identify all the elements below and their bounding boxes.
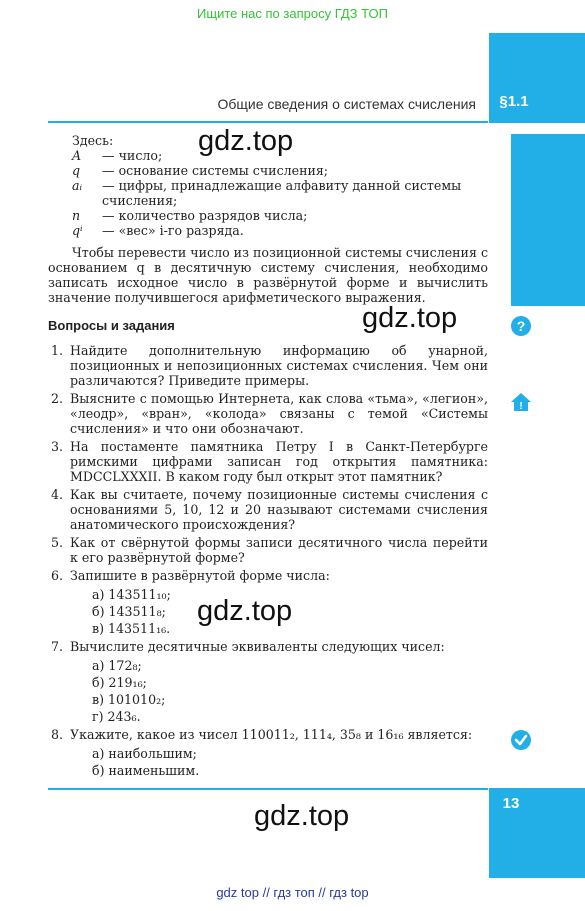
top-banner: Ищите нас по запросу ГДЗ ТОП <box>197 6 388 21</box>
question-item <box>48 727 488 778</box>
question-text: Как от свёрнутой формы записи десятичного числа перейти к его развёрнутой форме? <box>70 535 488 565</box>
question-number: 7. <box>51 639 64 654</box>
sub-item: а) 143511₁₀; <box>92 587 171 602</box>
question-item <box>48 487 488 532</box>
svg-text:?: ? <box>516 318 526 334</box>
checkmark-icon <box>510 729 532 751</box>
question-text: На постаменте памятника Петру I в Санкт-Петербурге римскими цифрами записан год открытия памятника: MDCCLXXXII. В каком году был открыт этот памятник? <box>70 439 488 484</box>
section-number: §1.1 <box>499 93 529 110</box>
sub-item: б) 143511₈; <box>92 604 166 619</box>
sub-item: в) 143511₁₆. <box>92 621 171 636</box>
question-text: Укажите, какое из чисел 110011₂, 111₄, 35₈ и 16₁₆ является: <box>70 727 473 742</box>
bottom-links[interactable]: gdz top // гдз топ // гдз top <box>216 885 369 900</box>
sub-item: в) 101010₂; <box>92 692 166 707</box>
question-text: Вычислите десятичные эквиваленты следующих чисел: <box>70 639 445 654</box>
question-text: Как вы считаете, почему позиционные системы счисления с основаниями 5, 10, 12 и 20 называют системами счисления анатомического происхождения? <box>70 487 488 532</box>
header-divider <box>48 121 488 123</box>
question-number: 2. <box>51 391 64 406</box>
blue-side-tab-middle <box>511 134 585 306</box>
questions-list <box>48 343 488 781</box>
page-number: 13 <box>502 795 520 812</box>
question-number: 3. <box>51 439 64 454</box>
question-text: Запишите в развёрнутой форме числа: <box>70 568 330 583</box>
definition-text: — число; <box>102 148 163 163</box>
question-item <box>48 343 488 388</box>
question-text: Выясните с помощью Интернета, как слова «тьма», «легион», «леодр», «вран», «колода» связаны с темой «Системы счисления» и что они обозначают. <box>70 391 488 436</box>
watermark: gdz.top <box>254 800 350 832</box>
intro-label: Здесь: <box>72 133 114 148</box>
watermark: gdz.top <box>198 125 294 157</box>
definition-symbol: A <box>72 148 82 163</box>
question-item <box>48 639 488 724</box>
question-number: 4. <box>51 487 64 502</box>
sub-item: а) наибольшим; <box>92 746 197 761</box>
sub-item: г) 243₆. <box>92 709 141 724</box>
definition-symbol: qⁱ <box>72 223 83 238</box>
question-number: 6. <box>51 568 64 583</box>
definition-text: — цифры, принадлежащие алфавиту данной системы <box>102 178 462 193</box>
questions-heading: Вопросы и задания <box>48 318 175 333</box>
svg-text:!: ! <box>519 401 523 412</box>
watermark: gdz.top <box>197 595 293 627</box>
home-task-icon <box>510 391 532 413</box>
watermark: gdz.top <box>362 302 458 334</box>
definition-symbol: aᵢ <box>72 178 83 193</box>
question-number: 8. <box>51 727 64 742</box>
question-item <box>48 391 488 436</box>
question-text: Найдите дополнительную информацию об унарной, позиционных и непозиционных системах счисления. Чем они различаются? Приведите примеры. <box>70 343 488 388</box>
question-number: 5. <box>51 535 64 550</box>
definition-text: — основание системы счисления; <box>102 163 329 178</box>
page-header-title: Общие сведения о системах счисления <box>217 96 476 112</box>
definition-symbol: q <box>72 163 81 178</box>
sub-item: а) 172₈; <box>92 658 142 673</box>
definition-text: — количество разрядов числа; <box>102 208 308 223</box>
question-item <box>48 568 488 636</box>
footer-divider <box>48 788 488 790</box>
question-icon <box>510 315 532 337</box>
sub-item: б) 219₁₆; <box>92 675 147 690</box>
definition-symbol: n <box>72 208 81 223</box>
definition-text: — «вес» i-го разряда. <box>102 223 244 238</box>
sub-item: б) наименьшим. <box>92 763 200 778</box>
question-number: 1. <box>51 343 64 358</box>
definition-text: счисления; <box>102 193 178 208</box>
question-item <box>48 535 488 565</box>
question-item <box>48 439 488 484</box>
body-paragraph: Чтобы перевести число из позиционной системы счисления с основанием q в десятичную систему счисления, необходимо записать исходное число в развёрнутой форме и вычислить значение получившегося арифметического выражения. <box>48 245 488 305</box>
